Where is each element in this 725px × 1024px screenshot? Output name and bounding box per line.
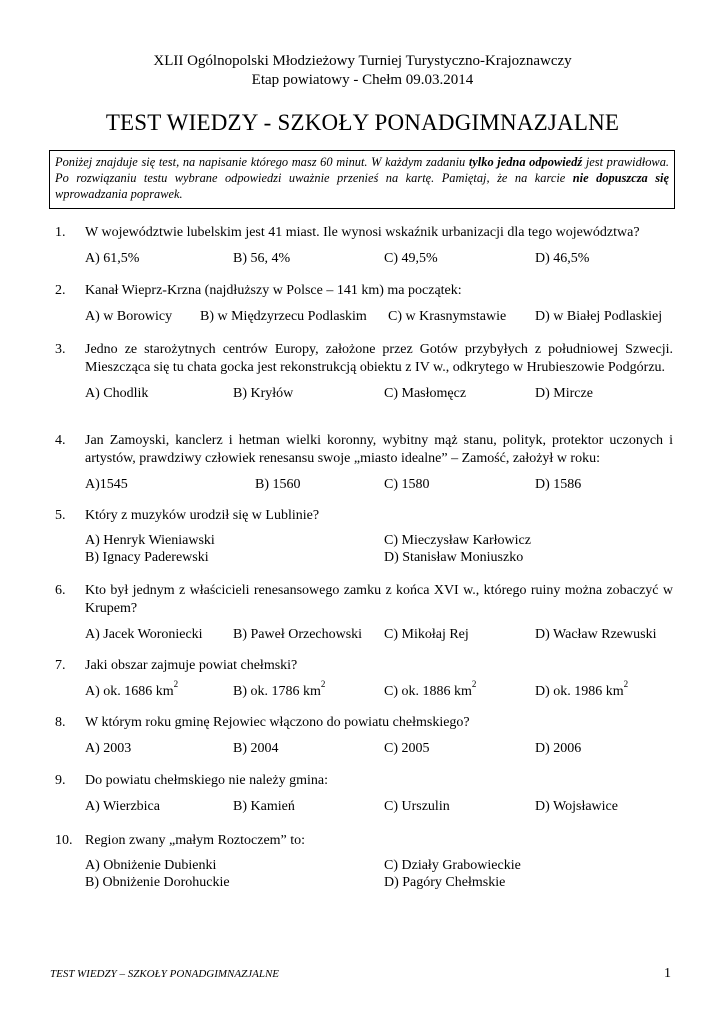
option-b: B) Kamień	[233, 799, 295, 814]
option-d: D) Wacław Rzewuski	[535, 627, 657, 642]
option-d: D) 46,5%	[535, 251, 590, 266]
option-c: C) Urszulin	[384, 799, 450, 814]
question-6	[55, 582, 673, 644]
superscript: 2	[623, 679, 629, 690]
option-c: C) Działy Grabowieckie	[384, 858, 521, 873]
question-9	[55, 772, 673, 816]
question-5	[55, 507, 673, 568]
question-3	[55, 341, 673, 403]
question-number: 8.	[55, 715, 66, 730]
notice-bold-1: tylko jedna odpowiedź	[468, 155, 583, 169]
question-text: Jaki obszar zajmuje powiat chełmski?	[85, 658, 298, 673]
page-title: TEST WIEDZY - SZKOŁY PONADGIMNAZJALNE	[105, 110, 620, 135]
option-b: B) Obniżenie Dorohuckie	[85, 875, 230, 890]
question-10	[55, 832, 673, 893]
question-number: 5.	[55, 508, 66, 523]
notice-text-1: Poniżej znajduje się test, na napisanie którego masz 60 minut. W każdym zadaniu	[55, 155, 469, 169]
question-number: 4.	[55, 433, 66, 448]
answer-options	[85, 385, 673, 403]
option-d: D) 2006	[535, 741, 582, 756]
option-d: D) Pagóry Chełmskie	[384, 875, 506, 890]
answer-options	[85, 626, 673, 644]
answer-options	[85, 250, 673, 268]
option-b: B) 2004	[233, 741, 279, 756]
superscript: 2	[173, 679, 179, 690]
option-d: D) w Białej Podlaskiej	[535, 309, 663, 324]
question-text: W województwie lubelskim jest 41 miast. Ile wynosi wskaźnik urbanizacji dla tego województwa?	[85, 225, 640, 240]
option-b: B) Paweł Orzechowski	[233, 627, 363, 642]
option-c: C) 2005	[384, 741, 430, 756]
question-number: 2.	[55, 283, 66, 298]
option-a: A) Henryk Wieniawski	[85, 533, 215, 548]
option-d: D) 1586	[535, 477, 582, 492]
option-a: A) ok. 1686 $km^2$	[85, 679, 179, 699]
answer-options	[85, 857, 673, 893]
question-text: W którym roku gminę Rejowiec włączono do powiatu chełmskiego?	[85, 715, 470, 730]
option-a: A) 61,5%	[85, 251, 140, 266]
notice-text-3: wprowadzania poprawek.	[55, 187, 183, 201]
document-header	[0, 52, 725, 90]
option-b: B) 56, 4%	[233, 251, 291, 266]
option-d: D) Mircze	[535, 386, 593, 401]
question-2	[55, 282, 673, 326]
option-c: C) ok. 1886 $km^2$	[384, 679, 477, 699]
option-a: A)1545	[85, 477, 128, 492]
question-number: 9.	[55, 773, 66, 788]
question-number: 10.	[55, 833, 73, 848]
stage-and-date: Etap powiatowy - Chełm 09.03.2014	[251, 72, 474, 88]
option-a: A) 2003	[85, 741, 132, 756]
instructions-box	[49, 150, 675, 209]
question-number: 1.	[55, 225, 66, 240]
answer-options	[85, 476, 673, 494]
question-number: 6.	[55, 583, 66, 598]
option-a: A) Obniżenie Dubienki	[85, 858, 217, 873]
question-text: Który z muzyków urodził się w Lublinie?	[85, 508, 320, 523]
question-number: 7.	[55, 658, 66, 673]
superscript: 2	[471, 679, 477, 690]
question-number: 3.	[55, 342, 66, 357]
option-d: D) ok. 1986 $km^2$	[535, 679, 629, 699]
question-text: Do powiatu chełmskiego nie należy gmina:	[85, 773, 328, 788]
answer-options	[85, 308, 673, 326]
option-d: D) Wojsławice	[535, 799, 618, 814]
answer-options	[85, 798, 673, 816]
competition-name: XLII Ogólnopolski Młodzieżowy Turniej Turystyczno-Krajoznawczy	[153, 53, 572, 69]
option-a: A) Wierzbica	[85, 799, 160, 814]
option-a: A) Jacek Woroniecki	[85, 627, 203, 642]
option-d: D) Stanisław Moniuszko	[384, 550, 524, 565]
notice-bold-2: nie dopuszcza się	[572, 171, 669, 185]
answer-options	[85, 740, 673, 758]
question-text: Kanał Wieprz-Krzna (najdłuższy w Polsce – 141 km) ma początek:	[85, 283, 462, 298]
question-1	[55, 224, 673, 268]
option-c: C) w Krasnymstawie	[388, 309, 507, 324]
question-text: Kto był jednym z właścicieli renesansowego zamku z końca XVI w., którego ruiny można zobaczyć w Krupem?	[85, 583, 673, 616]
answer-options	[85, 532, 673, 568]
superscript: 2	[320, 679, 326, 690]
option-b: B) ok. 1786 $km^2$	[233, 679, 326, 699]
option-c: C) 49,5%	[384, 251, 438, 266]
option-a: A) Chodlik	[85, 386, 149, 401]
page-number: 1	[664, 966, 671, 981]
question-text: Region zwany „małym Roztoczem” to:	[85, 833, 306, 848]
option-c: C) Masłomęcz	[384, 386, 467, 401]
question-8	[55, 714, 673, 758]
question-text: Jedno ze starożytnych centrów Europy, założone przez Gotów przybyłych z południowej Szwecji. Mieszcząca się tu chata gocka jest rekonstrukcją obiektu z IV w., odkrytego w Hrubieszowie Podgórzu.	[85, 342, 673, 375]
option-b: B) w Międzyrzecu Podlaskim	[200, 309, 367, 324]
notice-text-2: jest prawidłowa. Po rozwiązaniu testu wybrane odpowiedzi uważnie przenieś na kartę. Pamiętaj, że na karcie	[55, 155, 669, 185]
question-4	[55, 432, 673, 494]
question-text: Jan Zamoyski, kanclerz i hetman wielki koronny, wybitny mąż stanu, polityk, protektor uczonych i artystów, prawdziwy człowiek renesansu swoje „miasto idealne” – Zamość, założył w roku:	[85, 433, 673, 466]
answer-options	[85, 679, 673, 701]
option-c: C) Mikołaj Rej	[384, 627, 469, 642]
option-b: B) Kryłów	[233, 386, 294, 401]
option-a: A) w Borowicy	[85, 309, 173, 324]
question-7	[55, 657, 673, 701]
option-b: B) 1560	[255, 477, 301, 492]
option-c: C) Mieczysław Karłowicz	[384, 533, 531, 548]
option-c: C) 1580	[384, 477, 430, 492]
option-b: B) Ignacy Paderewski	[85, 550, 209, 565]
footer-title: TEST WIEDZY – SZKOŁY PONADGIMNAZJALNE	[50, 968, 279, 980]
